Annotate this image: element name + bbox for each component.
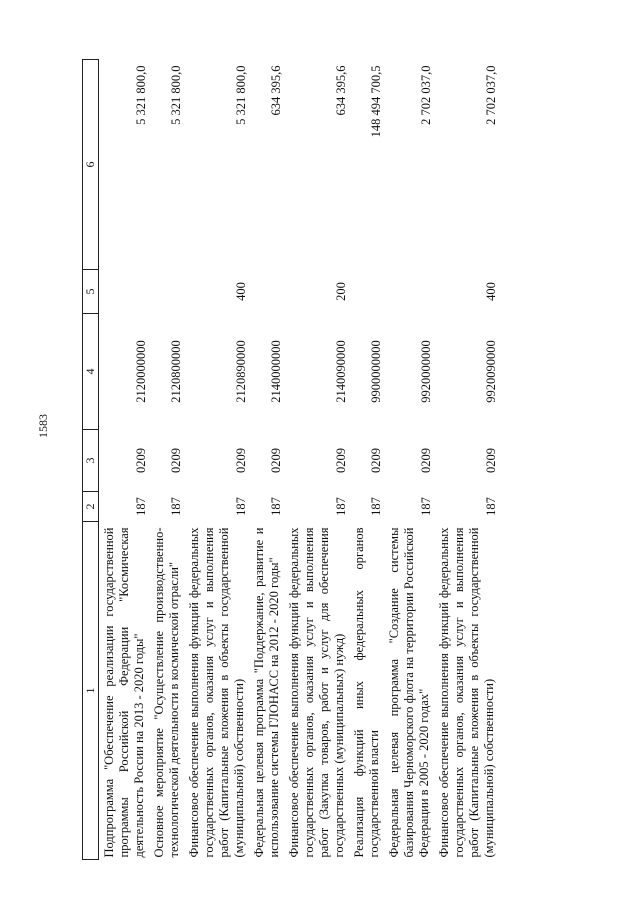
- ministry-code: 187: [234, 497, 248, 516]
- column-number: 3: [83, 430, 99, 492]
- amount: 5 321 800,0: [234, 65, 248, 125]
- expense-type-code: 400: [234, 282, 248, 301]
- amount: 634 395,6: [334, 65, 348, 116]
- amount: 5 321 800,0: [169, 65, 183, 125]
- ministry-code: 187: [419, 497, 433, 516]
- expense-type-code: 200: [334, 282, 348, 301]
- target-code: 9920000000: [419, 340, 433, 403]
- table-row: [434, 60, 499, 860]
- amount: 148 494 700,5: [369, 65, 383, 138]
- row-name: Финансовое обеспечение выполнения функций федеральных государственных органов, оказания услуг и выполнения работ (Капитальные вложения в объекты государственной (муниципальной) собственности): [437, 527, 496, 858]
- row-name: Федеральная целевая программа "Поддержание, развитие и использование системы ГЛОНАСС на 2012 - 2020 годы": [252, 527, 281, 858]
- ministry-code: 187: [334, 497, 348, 516]
- column-number: 5: [83, 270, 99, 314]
- table-row: [349, 60, 384, 860]
- row-name: Реализация функций иных федеральных органов государственной власти: [352, 527, 381, 858]
- table-row: [249, 60, 284, 860]
- target-code: 2120890000: [234, 340, 248, 403]
- ministry-code: 187: [134, 497, 148, 516]
- amount: 634 395,6: [269, 65, 283, 116]
- amount: 5 321 800,0: [134, 65, 148, 125]
- row-name: Финансовое обеспечение выполнения функций федеральных государственных органов, оказания услуг и выполнения работ (Закупка товаров, работ и услуг для обеспечения государственных (муниципальных) нужд): [287, 527, 346, 858]
- column-number: 1: [83, 522, 99, 860]
- row-name: Подпрограмма "Обеспечение реализации государственной программы Российской Федерации "Космическая деятельность России на 2013 - 2020 годы": [102, 527, 146, 858]
- expense-type-code: [99, 270, 150, 314]
- ministry-code: 187: [169, 497, 183, 516]
- target-code: 9920090000: [484, 340, 498, 403]
- section-code: 0209: [169, 448, 183, 473]
- column-number: 6: [83, 60, 99, 270]
- target-code: 2120800000: [169, 340, 183, 403]
- page-number: 1583: [36, 414, 50, 438]
- section-code: 0209: [419, 448, 433, 473]
- table-row: [384, 60, 434, 860]
- budget-table: [82, 59, 499, 860]
- target-code: 2140090000: [334, 340, 348, 403]
- column-number: 2: [83, 492, 99, 522]
- expense-type-code: [384, 270, 434, 314]
- table-row: [99, 60, 150, 860]
- section-code: 0209: [134, 448, 148, 473]
- table-row: [149, 60, 184, 860]
- section-code: 0209: [234, 448, 248, 473]
- row-name: Финансовое обеспечение выполнения функций федеральных государственных органов, оказания услуг и выполнения работ (Капитальные вложения в объекты государственной (муниципальной) собственности): [187, 527, 246, 858]
- target-code: 9900000000: [369, 340, 383, 403]
- expense-type-code: [249, 270, 284, 314]
- amount: 2 702 037,0: [419, 65, 433, 125]
- section-code: 0209: [334, 448, 348, 473]
- expense-type-code: 400: [484, 282, 498, 301]
- expense-type-code: [149, 270, 184, 314]
- column-number: 4: [83, 314, 99, 430]
- target-code: 2120000000: [134, 340, 148, 403]
- ministry-code: 187: [484, 497, 498, 516]
- target-code: 2140000000: [269, 340, 283, 403]
- table-row: [284, 60, 349, 860]
- budget-table-sheet: [82, 60, 612, 860]
- expense-type-code: [349, 270, 384, 314]
- section-code: 0209: [269, 448, 283, 473]
- ministry-code: 187: [269, 497, 283, 516]
- column-number-header-row: [83, 60, 99, 860]
- section-code: 0209: [484, 448, 498, 473]
- table-row: [184, 60, 249, 860]
- section-code: 0209: [369, 448, 383, 473]
- amount: 2 702 037,0: [484, 65, 498, 125]
- row-name: Федеральная целевая программа "Создание системы базирования Черноморского флота на территории Российской Федерации в 2005 - 2020 годах": [387, 527, 431, 858]
- ministry-code: 187: [369, 497, 383, 516]
- row-name: Основное мероприятие "Осуществление производственно-технологической деятельности в космической отрасли": [152, 527, 181, 858]
